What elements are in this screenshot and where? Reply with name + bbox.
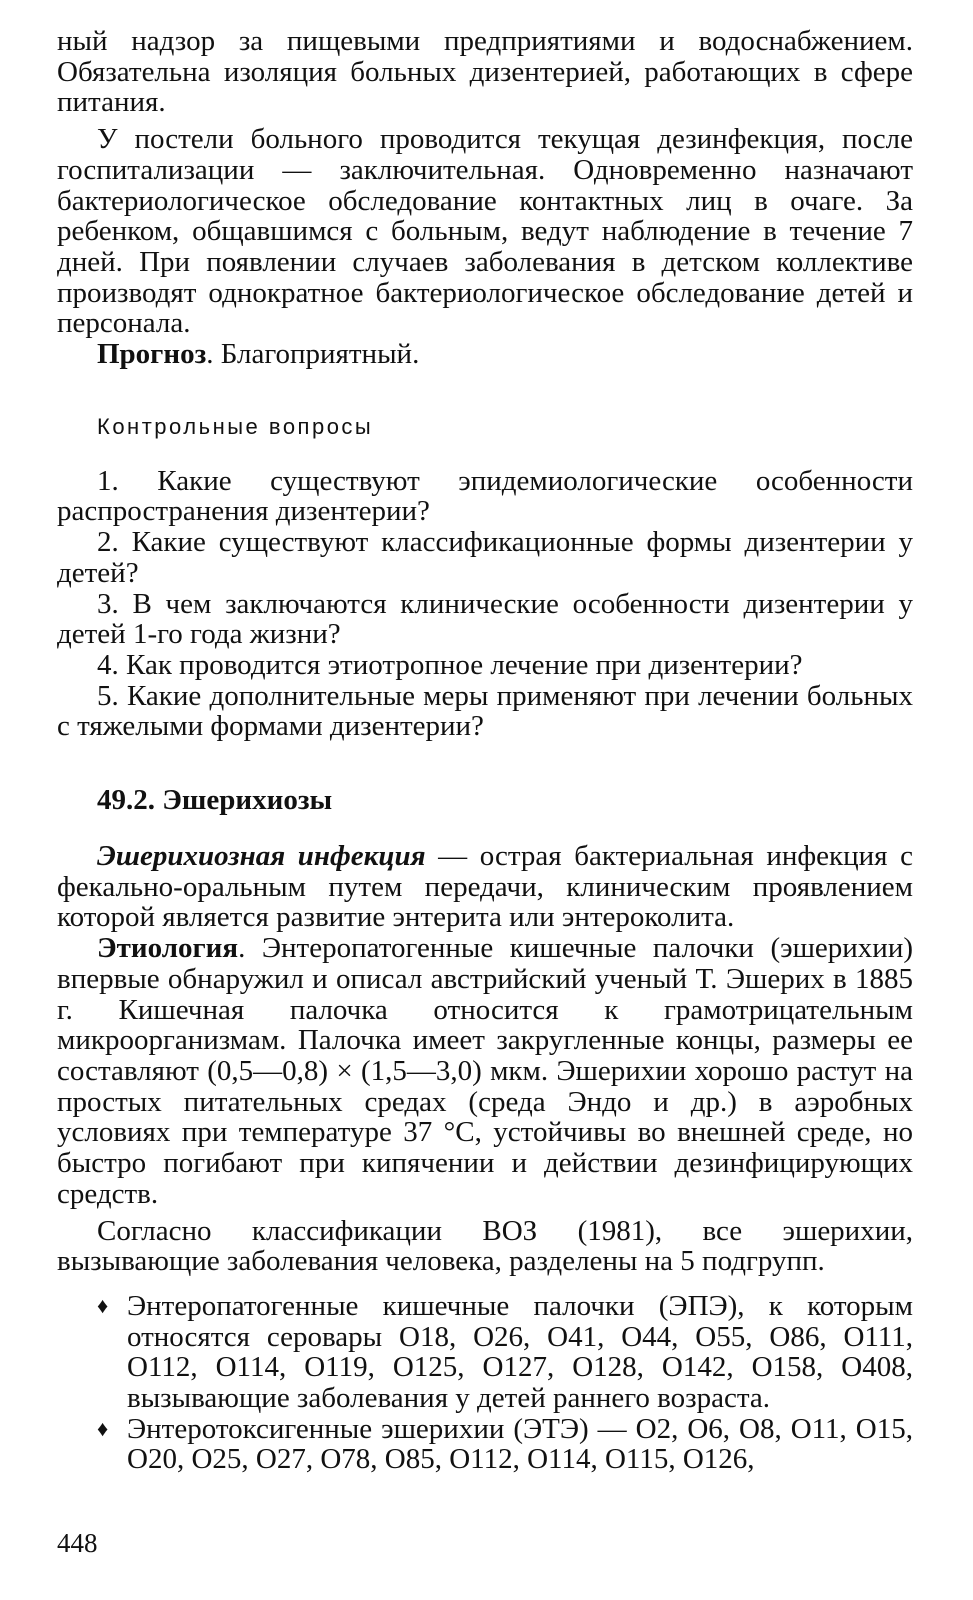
prognosis-term: Прогноз [97, 338, 207, 371]
definition-term: Эшерихиозная инфекция [97, 840, 426, 873]
paragraph-etiology [57, 933, 913, 1209]
paragraph-definition [57, 841, 913, 933]
question-item: 2. Какие существуют классификационные формы дизентерии у детей? [57, 526, 913, 589]
etiology-term: Этиология [97, 932, 239, 965]
control-questions-heading: Контрольные вопросы [97, 413, 374, 439]
question-item: 5. Какие дополнительные меры применяют при лечении больных с тяжелыми формами дизентерии? [57, 679, 913, 743]
list-item [57, 1291, 913, 1414]
question-item: 3. В чем заключаются клинические особенности дизентерии у детей 1-го года жизни? [57, 587, 913, 651]
paragraph-classification: Согласно классификации ВОЗ (1981), все эшерихии, вызывающие заболевания человека, разделены на 5 подгрупп. [57, 1214, 913, 1278]
paragraph-prognosis [57, 339, 913, 370]
diamond-bullet-icon: ♦ [97, 1415, 109, 1441]
diamond-bullet-icon: ♦ [97, 1292, 109, 1318]
question-item: 1. Какие существуют эпидемиологические особенности распространения дизентерии? [57, 464, 913, 528]
subgroup-list [57, 1291, 913, 1475]
list-item-text: Энтеротоксигенные эшерихии (ЭТЭ) — О2, О6, О8, О11, О15, О20, О25, О27, О78, О85, О112, О114, О115, О126, [127, 1412, 913, 1476]
paragraph-continued: ный надзор за пищевыми предприятиями и водоснабжением. Обязательна изоляция больных дизентерией, работающих в сфере питания. [57, 25, 913, 119]
etiology-text: . Энтеропатогенные кишечные палочки (эшерихии) впервые обнаружил и описал австрийский ученый Т. Эшерих в 1885 г. Кишечная палочка относится к грамотрицательным микроорганизмам. Палочка имеет закругленные концы, размеры ее составляют (0,5—0,8) × (1,5—3,0) мкм. Эшерихии хорошо растут на простых питательных средах (среда Эндо и др.) в аэробных условиях при температуре 37 °С, устойчивы во внешней среде, но быстро погибают при кипячении и действии дезинфицирующих средств. [57, 932, 913, 1210]
question-item: 4. Как проводится этиотропное лечение при дизентерии? [97, 648, 803, 681]
list-item [57, 1414, 913, 1475]
prognosis-text: . Благоприятный. [206, 338, 420, 371]
section-heading: 49.2. Эшерихиозы [97, 784, 333, 817]
list-item-text: Энтеропатогенные кишечные палочки (ЭПЭ), к которым относятся серовары О18, О26, О41, О44, О55, О86, О111, О112, О114, О119, О125, О127, О128, О142, О158, О408, вызывающие заболевания у детей раннего возраста. [127, 1289, 913, 1415]
page-number: 448 [57, 1528, 98, 1558]
page-body [57, 26, 913, 1475]
paragraph-disinfection: У постели больного проводится текущая дезинфекция, после госпитализации — заключительная. Одновременно назначают бактериологическое обследование контактных лиц в очаге. За ребенком, общавшимся с больным, ведут наблюдение в течение 7 дней. При появлении случаев заболевания в детском коллективе производят однократное бактериологическое обследование детей и персонала. [57, 123, 913, 340]
definition-text: — острая бактериальная инфекция с фекально-оральным путем передачи, клиническим проявлением которой является развитие энтерита или энтероколита. [57, 840, 913, 934]
